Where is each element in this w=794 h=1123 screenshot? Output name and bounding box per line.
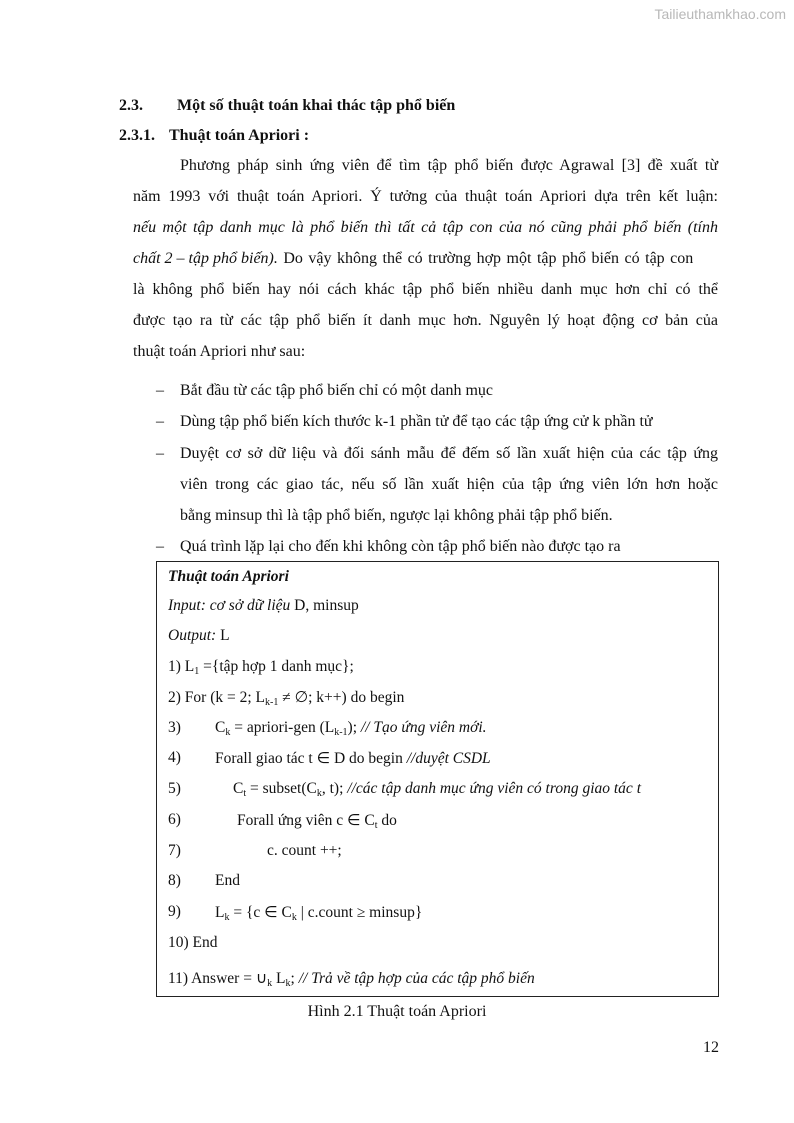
bullet-item: Quá trình lặp lại cho đến khi không còn tập phổ biến nào được tạo ra <box>180 538 621 555</box>
step-text: = {c ∈ C <box>229 904 292 921</box>
bullet-item: Duyệt cơ sở dữ liệu và đối sánh mẫu để đếm số lần xuất hiện của các tập ứng <box>180 445 718 462</box>
paragraph-text: Do vậy không thể có trường hợp một tập phổ biến có tập con <box>277 250 694 267</box>
section-number: 2.3. <box>119 97 143 114</box>
algorithm-step-number: 7) <box>168 842 181 859</box>
output-label: Output: <box>168 627 217 644</box>
algorithm-step-number: 9) <box>168 903 181 920</box>
step-text: Forall ứng viên c ∈ C <box>237 812 375 829</box>
subscript: 1 <box>194 666 200 677</box>
step-text: L <box>272 970 286 987</box>
step-text: ≠ ∅; k++) do begin <box>278 689 405 706</box>
paragraph-line: là không phổ biến hay nói cách khác tập phổ biến nhiều danh mục hơn chỉ có thể <box>133 281 718 298</box>
step-number: 1) <box>168 658 181 675</box>
subscript: k <box>267 978 273 989</box>
paragraph-italic: chất 2 – tập phổ biến). <box>133 250 278 267</box>
algorithm-step-11 <box>168 969 535 989</box>
step-text: L <box>215 904 225 921</box>
subscript: k-1 <box>334 727 348 738</box>
figure-caption: Hình 2.1 Thuật toán Apriori <box>307 1003 487 1020</box>
paragraph-line: thuật toán Apriori như sau: <box>133 343 306 360</box>
subsection-title: Thuật toán Apriori : <box>169 127 310 144</box>
bullet-item-continued: viên trong các giao tác, nếu số lần xuất hiện của tập ứng viên lớn hơn hoặc <box>180 476 718 493</box>
paragraph-line <box>133 250 718 268</box>
step-text: End <box>188 934 218 951</box>
step-text: C <box>215 719 226 736</box>
step-text: C <box>233 780 244 797</box>
watermark: Tailieuthamkhao.com <box>654 6 786 22</box>
subscript: k <box>224 912 230 923</box>
paragraph-line: được tạo ra từ các tập phổ biến ít danh mục hơn. Nguyên lý hoạt động cơ bản của <box>133 312 718 329</box>
paragraph-line: Phương pháp sinh ứng viên để tìm tập phổ biến được Agrawal [3] đề xuất từ <box>180 157 718 174</box>
algorithm-step-4 <box>215 749 491 768</box>
step-text: = subset(C <box>246 780 317 797</box>
step-comment: // Tạo ứng viên mới. <box>360 719 487 736</box>
bullet-dash: – <box>156 445 164 462</box>
input-value: D, minsup <box>290 597 359 614</box>
section-title: Một số thuật toán khai thác tập phổ biến <box>177 97 456 114</box>
subscript: t <box>243 788 247 799</box>
bullet-item-continued: bằng minsup thì là tập phổ biến, ngược lại không phải tập phổ biến. <box>180 507 613 524</box>
step-comment: //các tập danh mục ứng viên có trong giao tác t <box>347 780 641 797</box>
step-text: Answer = ∪ <box>188 970 268 987</box>
paragraph-line: nếu một tập danh mục là phổ biến thì tất cả tập con của nó cũng phải phổ biến (tính <box>133 219 718 236</box>
bullet-item: Dùng tập phổ biến kích thước k-1 phần tử để tạo các tập ứng cử k phần tử <box>180 413 653 430</box>
subscript: k-1 <box>265 697 279 708</box>
step-text: , t); <box>321 780 348 797</box>
bullet-dash: – <box>156 382 164 399</box>
algorithm-step-3 <box>215 719 487 738</box>
step-text: ); <box>347 719 361 736</box>
step-text: | c.count ≥ minsup} <box>296 904 423 921</box>
subscript: k <box>291 912 297 923</box>
algorithm-step-5 <box>233 780 641 799</box>
algorithm-step-number: 8) <box>168 872 181 889</box>
subscript: k <box>316 788 322 799</box>
algorithm-input <box>168 597 359 615</box>
algorithm-step-7: c. count ++; <box>267 842 342 859</box>
subsection-number: 2.3.1. <box>119 127 155 144</box>
step-text: For (k = 2; L <box>180 689 266 706</box>
bullet-dash: – <box>156 538 164 555</box>
subscript: t <box>374 820 378 831</box>
paragraph-line: năm 1993 với thuật toán Apriori. Ý tưởng của thuật toán Apriori dựa trên kết luận: <box>133 188 718 205</box>
page-number: 12 <box>703 1039 719 1056</box>
algorithm-step-9 <box>215 903 422 923</box>
subscript: k <box>225 727 231 738</box>
step-text: ; <box>290 970 299 987</box>
algorithm-box <box>156 561 719 997</box>
step-text: Forall giao tác t ∈ D do begin <box>215 750 407 767</box>
algorithm-step-number: 6) <box>168 811 181 828</box>
subscript: k <box>285 978 291 989</box>
input-label: Input: cơ sở dữ liệu <box>168 597 291 614</box>
algorithm-step-6 <box>237 811 397 831</box>
step-number: 2) <box>168 689 181 706</box>
step-text: ={tập hợp 1 danh mục}; <box>199 658 354 675</box>
algorithm-output <box>168 627 230 645</box>
step-number: 11) <box>168 970 189 987</box>
algorithm-step-number: 5) <box>168 780 181 797</box>
step-text: = apriori-gen (L <box>230 719 335 736</box>
bullet-item: Bắt đầu từ các tập phổ biến chỉ có một danh mục <box>180 382 494 399</box>
algorithm-title: Thuật toán Apriori <box>168 568 289 585</box>
algorithm-step-8: End <box>215 872 240 889</box>
algorithm-step-2 <box>168 688 404 708</box>
algorithm-step-1 <box>168 658 354 677</box>
bullet-dash: – <box>156 413 164 430</box>
step-comment: //duyệt CSDL <box>406 750 491 767</box>
algorithm-step-number: 3) <box>168 719 181 736</box>
step-number: 10) <box>168 934 189 951</box>
output-value: L <box>216 627 230 644</box>
algorithm-step-number: 4) <box>168 749 181 766</box>
algorithm-step-10 <box>168 934 218 952</box>
step-comment: // Trả về tập hợp của các tập phổ biến <box>298 970 535 987</box>
step-text: L <box>180 658 195 675</box>
step-text: do <box>377 812 397 829</box>
